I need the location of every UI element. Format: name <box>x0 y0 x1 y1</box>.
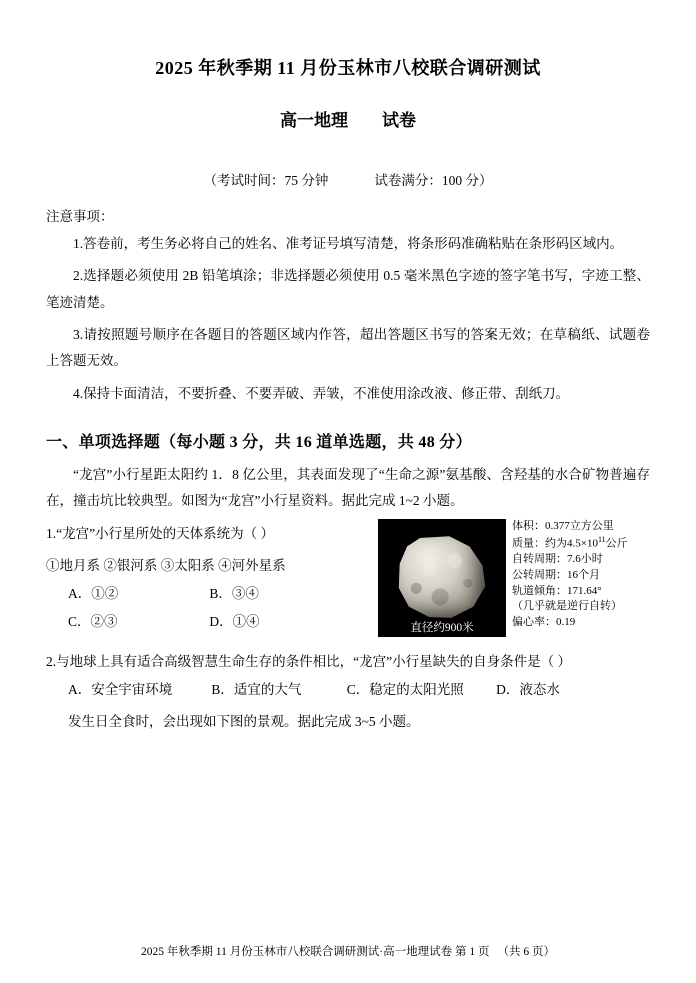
question-2-option-a[interactable]: A．安全宇宙环境 <box>68 681 173 697</box>
exam-full-score: 试卷满分：100 分） <box>374 173 493 188</box>
page-footer <box>0 943 696 959</box>
asteroid-shape <box>396 535 488 621</box>
subject-label: 高一地理 <box>280 111 348 130</box>
fact-eccentricity: 偏心率：0.19 <box>512 615 576 628</box>
question-1-option-b[interactable]: B．③④ <box>209 586 259 602</box>
notice-item-4: 4.保持卡面清洁，不要折叠、不要弄破、弄皱，不准使用涂改液、修正带、刮纸刀。 <box>73 385 570 401</box>
asteroid-fact-list <box>506 519 650 631</box>
section-heading-multiple-choice: 一、单项选择题（每小题 3 分，共 16 道单选题，共 48 分） <box>46 433 472 451</box>
question-2-options-row <box>46 677 650 703</box>
exam-duration: （考试时间：75 分钟 <box>203 173 329 188</box>
question-2-body: 与地球上具有适合高级智慧生命生存的条件相比，“龙宫”小行星缺失的自身条件是（ ） <box>56 653 571 669</box>
notice-item-2: 2.选择题必须使用 2B 铅笔填涂；非选择题必须使用 0.5 毫米黑色字迹的签字笔书写，字迹工整、笔迹清楚。 <box>46 268 650 310</box>
asteroid-photo <box>378 519 506 637</box>
fact-mass: 质量：约为$4.5\times 10^{11}$公斤 <box>512 535 628 550</box>
notice-heading: 注意事项： <box>46 209 114 224</box>
paper-subtitle <box>46 106 650 131</box>
footer-text: 2025 年秋季期 11 月份玉林市八校联合调研测试·高一地理试卷 第 1 页 <box>141 946 490 958</box>
footer-pages: （共 6 页） <box>497 946 555 958</box>
fact-mass-exponent: 11 <box>597 535 606 545</box>
fact-rotation-period: 自转周期：7.6小时 <box>512 553 603 566</box>
paper-label: 试卷 <box>382 111 416 130</box>
fact-retrograde-note: （几乎就是逆行自转） <box>512 600 622 613</box>
question-1-body: “龙宫”小行星所处的天体系统为（ ） <box>56 525 274 541</box>
question-1-choices-inline: ①地月系 ②银河系 ③太阳系 ④河外星系 <box>46 557 286 573</box>
question-2-option-c[interactable]: C．稳定的太阳光照 <box>346 681 464 697</box>
fact-orbital-period: 公转周期：16个月 <box>512 568 600 581</box>
notice-item-1: 1.答卷前，考生务必将自己的姓名、准考证号填写清楚，将条形码准确粘贴在条形码区域内。 <box>73 236 624 251</box>
question-2-option-b[interactable]: B．适宜的大气 <box>211 681 302 697</box>
question-1-option-a[interactable]: A．①② <box>68 586 119 602</box>
asteroid-diameter-caption: 直径约900米 <box>410 621 474 634</box>
exam-info-line <box>46 169 650 189</box>
fact-axial-tilt: 轨道倾角：171.64° <box>512 584 602 597</box>
passage-1: “龙宫”小行星距太阳约 1．8 亿公里，其表面发现了“生命之源”氨基酸、含羟基的水合矿物普遍存在，撞击坑比较典型。如图为“龙宫”小行星资料。据此完成 1~2 小题。 <box>46 466 650 509</box>
fact-mass-unit: 公斤 <box>605 537 628 550</box>
fact-volume: 体积：0.377立方公里 <box>512 519 614 532</box>
page-title: 2025 年秋季期 11 月份玉林市八校联合调研测试 <box>155 58 541 78</box>
figure-ryugu-asteroid <box>378 519 650 637</box>
question-2-option-d[interactable]: D．液态水 <box>496 681 560 697</box>
question-1-option-d[interactable]: D．①④ <box>209 614 260 630</box>
question-2-number: 2. <box>46 653 57 669</box>
question-2-text <box>46 649 650 675</box>
passage-2: 发生日全食时，会出现如下图的景观。据此完成 3~5 小题。 <box>68 714 420 730</box>
notice-item-3: 3.请按照题号顺序在各题目的答题区域内作答，超出答题区书写的答案无效；在草稿纸、试题卷上答题无效。 <box>46 326 650 369</box>
question-1-option-c[interactable]: C．②③ <box>68 614 118 630</box>
question-1-number: 1. <box>46 525 57 541</box>
